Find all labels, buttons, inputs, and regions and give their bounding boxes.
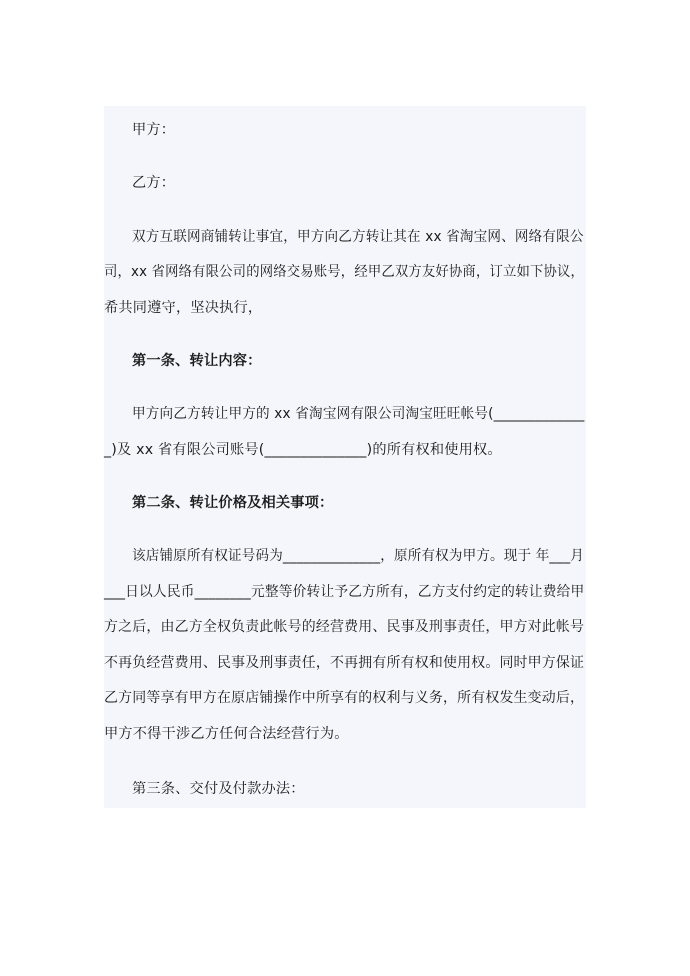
article-2-line: 不再负经营费用、民事及刑事责任，不再拥有所有权和使用权。同时甲方保证 (104, 655, 585, 671)
document-page (104, 106, 586, 808)
article-2-line: 乙方同等享有甲方在原店铺操作中所享有的权利与义务，所有权发生变动后， (104, 690, 585, 706)
article-3-heading: 第三条、交付及付款办法： (132, 781, 305, 797)
intro-line: 双方互联网商铺转让事宜，甲方向乙方转让其在 xx 省淘宝网、网络有限公 (132, 229, 584, 245)
article-1-line: 甲方向乙方转让甲方的 xx 省淘宝网有限公司淘宝旺旺帐号(_____________ (132, 406, 585, 422)
article-2-heading: 第二条、转让价格及相关事项： (132, 495, 334, 511)
article-2-line: 甲方不得干涉乙方任何合法经营行为。 (104, 726, 349, 742)
article-2-line: 方之后，由乙方全权负责此帐号的经营费用、民事及刑事责任，甲方对此帐号 (104, 619, 585, 635)
party-a-label: 甲方： (132, 122, 176, 138)
article-2-line: ___日以人民币________元整等价转让予乙方所有，乙方支付约定的转让费给甲 (104, 584, 585, 600)
intro-line: 司，xx 省网络有限公司的网络交易账号，经甲乙双方友好协商，订立如下协议， (104, 264, 585, 280)
article-1-heading: 第一条、转让内容： (132, 353, 262, 369)
intro-line: 希共同遵守，坚决执行， (104, 300, 263, 316)
article-1-line: _)及 xx 省有限公司账号(______________)的所有权和使用权。 (104, 442, 502, 458)
party-b-label: 乙方： (132, 175, 176, 191)
article-2-line: 该店铺原所有权证号码为______________，原所有权为甲方。现于 年___月 (132, 548, 585, 564)
